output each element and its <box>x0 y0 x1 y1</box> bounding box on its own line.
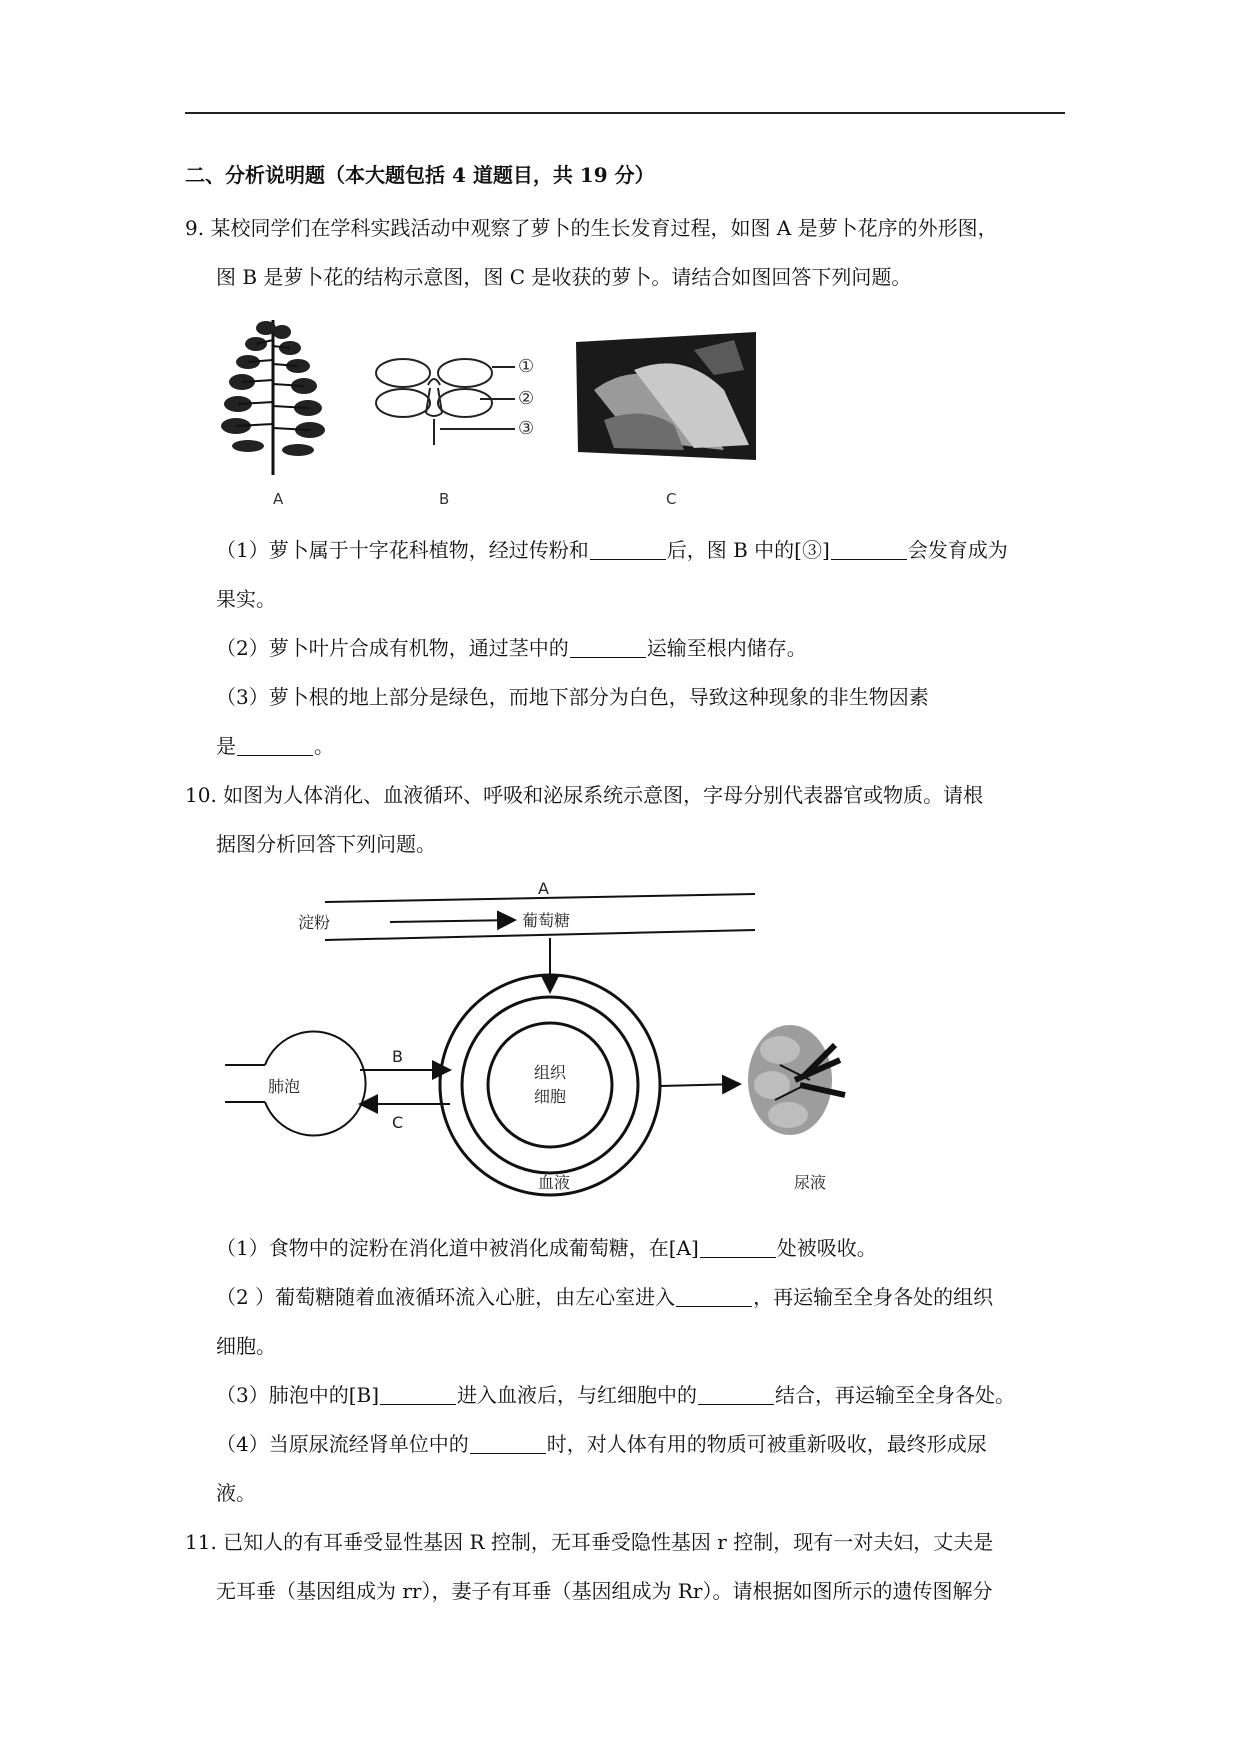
q9-part1-text-c: 会发育成为 <box>907 538 1008 562</box>
flower-part-2: ② <box>518 388 535 409</box>
figure-label-b: B <box>439 490 450 508</box>
q10-part1-text-b: 处被吸收。 <box>776 1236 877 1260</box>
q9-part3-blank[interactable] <box>237 735 313 756</box>
flower-part-1: ① <box>518 356 535 377</box>
diagram-glucose: 葡萄糖 <box>522 911 571 930</box>
q9-part1-line1 <box>216 535 1008 565</box>
q10-part2-line1 <box>216 1282 993 1312</box>
radish-inflorescence-figure <box>218 310 328 485</box>
q9-part1-text-a: （1）萝卜属于十字花科植物，经过传粉和 <box>216 538 589 562</box>
q10-stem-line2: 据图分析回答下列问题。 <box>216 832 436 856</box>
q9-part1-blank-2[interactable] <box>831 539 907 560</box>
q9-part2-blank[interactable] <box>570 637 646 658</box>
q10-part4-blank[interactable] <box>470 1433 546 1454</box>
diagram-label-c: C <box>392 1113 404 1132</box>
digestion-arrow <box>390 920 515 922</box>
q11-stem-line2: 无耳垂（基因组成为 rr），妻子有耳垂（基因组成为 Rr）。请根据如图所示的遗传图解分 <box>216 1579 993 1603</box>
q9-stem-line1: 9. 某校同学们在学科实践活动中观察了萝卜的生长发育过程，如图 A 是萝卜花序的外形图， <box>185 216 998 240</box>
kidney-arrow <box>660 1084 740 1086</box>
flower-part-3: ③ <box>518 418 535 439</box>
body-systems-diagram <box>220 880 860 1205</box>
q10-part1 <box>216 1233 877 1263</box>
q10-part3-blank-1[interactable] <box>380 1384 456 1405</box>
diagram-alveolus: 肺泡 <box>268 1077 301 1096</box>
header-rule <box>185 112 1065 114</box>
q10-part4-line1 <box>216 1429 987 1459</box>
q10-part2-text-a: （2 ）葡萄糖随着血液循环流入心脏，由左心室进入 <box>216 1285 676 1309</box>
q10-part3-text-b: 进入血液后，与红细胞中的 <box>457 1383 698 1407</box>
q10-part3-blank-2[interactable] <box>698 1384 774 1405</box>
tissue-cells-circle <box>488 1023 612 1147</box>
figure-label-a: A <box>273 490 284 508</box>
q10-part2-line2: 细胞。 <box>216 1334 276 1358</box>
q10-part3-text-a: （3）肺泡中的[B] <box>216 1383 380 1407</box>
diagram-tissue-cells-1: 组织 <box>534 1063 567 1082</box>
q10-part4-line2: 液。 <box>216 1481 256 1505</box>
q9-part2-text-a: （2）萝卜叶片合成有机物，通过茎中的 <box>216 636 569 660</box>
q9-part2 <box>216 633 807 663</box>
q10-part2-text-b: ，再运输至全身各处的组织 <box>753 1285 994 1309</box>
diagram-urine: 尿液 <box>794 1173 827 1192</box>
intestine-lower-wall <box>325 930 755 940</box>
q9-part1-blank-1[interactable] <box>590 539 666 560</box>
diagram-label-a: A <box>538 880 549 898</box>
harvested-radish-photo <box>574 330 759 462</box>
figure-label-c: C <box>666 490 677 508</box>
q9-part2-text-b: 运输至根内储存。 <box>646 636 807 660</box>
q10-part4-text-a: （4）当原尿流经肾单位中的 <box>216 1432 469 1456</box>
q10-part3-text-c: 结合，再运输至全身各处。 <box>775 1383 1016 1407</box>
q9-part1-text-b: 后，图 B 中的[③] <box>666 538 830 562</box>
diagram-blood: 血液 <box>538 1173 571 1192</box>
blood-outer-ring <box>440 975 660 1195</box>
q9-stem-line2: 图 B 是萝卜花的结构示意图，图 C 是收获的萝卜。请结合如图回答下列问题。 <box>216 265 912 289</box>
q9-part3-text-c: 。 <box>314 734 334 758</box>
q10-part4-text-b: 时，对人体有用的物质可被重新吸收，最终形成尿 <box>546 1432 987 1456</box>
q10-part3 <box>216 1380 1015 1410</box>
q10-part2-blank[interactable] <box>676 1286 752 1307</box>
diagram-starch: 淀粉 <box>298 913 331 932</box>
q9-part3-line2 <box>216 731 334 761</box>
diagram-label-b: B <box>392 1047 403 1066</box>
q10-part1-blank[interactable] <box>700 1237 776 1258</box>
q9-part3-text-b: 是 <box>216 734 236 758</box>
kidney-illustration <box>748 1025 845 1135</box>
section-heading: 二、分析说明题（本大题包括 4 道题目，共 19 分） <box>185 163 655 187</box>
q10-stem-line1: 10. 如图为人体消化、血液循环、呼吸和泌尿系统示意图，字母分别代表器官或物质。请根 <box>185 783 984 807</box>
diagram-tissue-cells-2: 细胞 <box>534 1087 567 1106</box>
q10-part1-text-a: （1）食物中的淀粉在消化道中被消化成葡萄糖，在[A] <box>216 1236 699 1260</box>
q9-part3-line1: （3）萝卜根的地上部分是绿色，而地下部分为白色，导致这种现象的非生物因素 <box>216 685 929 709</box>
q11-stem-line1: 11. 已知人的有耳垂受显性基因 R 控制，无耳垂受隐性基因 r 控制，现有一对夫妇，丈夫是 <box>185 1530 994 1554</box>
q9-part1-line2: 果实。 <box>216 587 276 611</box>
